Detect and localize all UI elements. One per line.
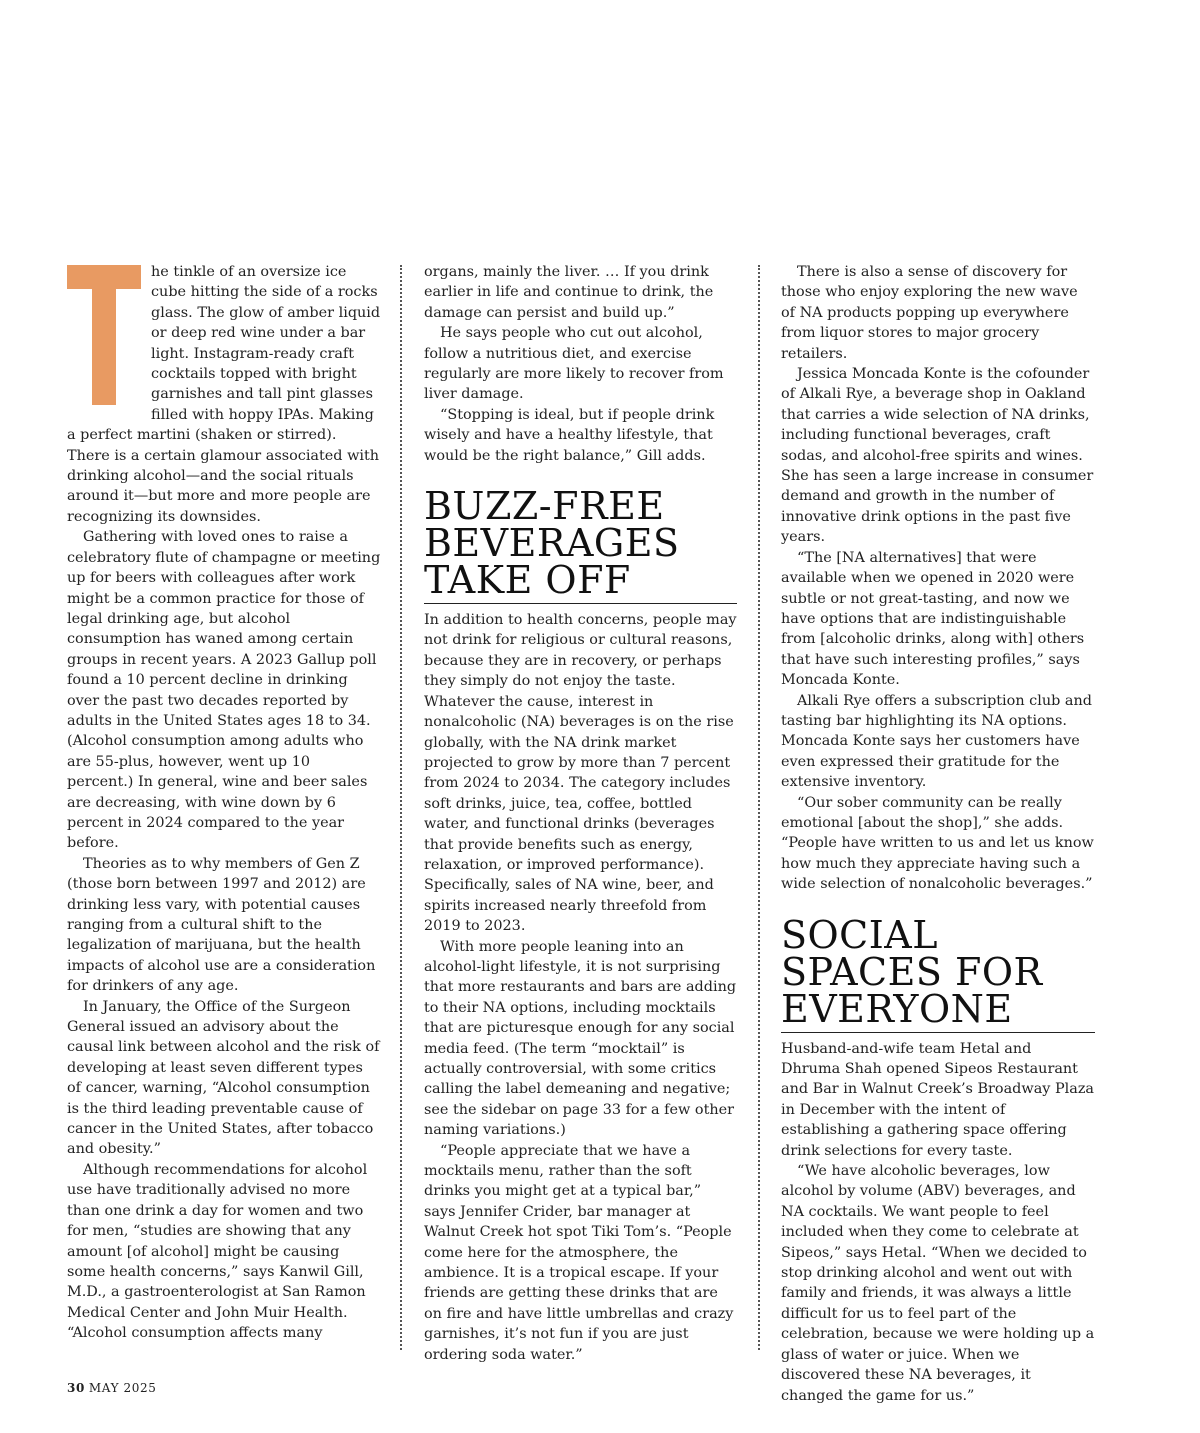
page-folio <box>67 1381 156 1395</box>
paragraph: “We have alcoholic beverages, low alcohol by volume (ABV) beverages, and NA cocktails. We want people to feel included when they come to celebrate at Sipeos,” says Hetal. “When we decided to stop drinking alcohol and went out with family and friends, it was always a little difficult for us to feel part of the celebration, because we were holding up a glass of water or juice. When we discovered these NA beverages, it changed the game for us.” <box>781 1163 1095 1404</box>
paragraph: Jessica Moncada Konte is the cofounder of Alkali Rye, a beverage shop in Oakland that carries a wide selection of NA drinks, including functional beverages, craft sodas, and alcohol-free spirits and wines. She has seen a large increase in consumer demand and growth in the number of innovative drink options in the past five years. <box>781 366 1094 546</box>
paragraph: With more people leaning into an alcohol-light lifestyle, it is not surprising that more restaurants and bars are adding to their NA options, including mocktails that are picturesque enough for any social media feed. (The term “mocktail” is actually controversial, with some critics calling the label demeaning and negative; see the sidebar on page 33 for a few other naming variations.) <box>424 938 737 1139</box>
paragraph: Alkali Rye offers a subscription club and tasting bar highlighting its NA options. Moncada Konte says her customers have even expressed their gratitude for the extensive inventory. <box>781 692 1092 791</box>
paragraph: “Our sober community can be really emotional [about the shop],” she adds. “People have written to us and let us know how much they appreciate having such a wide selection of nonalcoholic beverages.” <box>781 794 1094 893</box>
paragraph: “The [NA alternatives] that were available when we opened in 2020 were subtle or not great-tasting, and now we have options that are indistinguishable from [alcoholic drinks, along with] others that have such interesting profiles,” says Moncada Konte. <box>781 549 1085 689</box>
article-column-2 <box>424 262 737 1365</box>
paragraph: “Stopping is ideal, but if people drink wisely and have a healthy lifestyle, that would be the right balance,” Gill adds. <box>424 406 715 464</box>
drop-cap <box>67 265 141 405</box>
paragraph: “People appreciate that we have a mocktails menu, rather than the soft drinks you might get at a typical bar,” says Jennifer Crider, bar manager at Walnut Creek hot spot Tiki Tom’s. “People come here for the atmosphere, the ambience. It is a tropical escape. If your friends are getting these drinks that are on fire and have little umbrellas and crazy garnishes, it’s not fun if you are just ordering soda water.” <box>424 1142 734 1363</box>
paragraph: In addition to health concerns, people may not drink for religious or cultural reasons, because they are in recovery, or perhaps they simply do not enjoy the taste. Whatever the cause, interest in nonalcoholic (NA) beverages is on the rise globally, with the NA drink market projected to grow by more than 7 percent from 2024 to 2034. The category includes soft drinks, juice, tea, coffee, bottled water, and functional drinks (beverages that provide benefits such as energy, relaxation, or improved performance). Specifically, sales of NA wine, beer, and spirits increased nearly threefold from 2019 to 2023. <box>424 612 737 935</box>
paragraph: he tinkle of an oversize ice cube hitting the side of a rocks glass. The glow of amber liquid or deep red wine under a bar light. Instagram-ready craft cocktails topped with bright garnishes and tall pint glasses filled with hoppy IPAs. Making a perfect martini (shaken or stirred). There is a certain glamour associated with drinking alcohol—and the social rituals around it—but more and more people are recognizing its downsides. <box>67 264 381 525</box>
paragraph: Gathering with loved ones to raise a celebratory flute of champagne or meeting up for beers with colleagues after work might be a common practice for those of legal drinking age, but alcohol consumption has waned among certain groups in recent years. A 2023 Gallup poll found a 10 percent decline in drinking over the past two decades reported by adults in the United States ages 18 to 34. (Alcohol consumption among adults who are 55-plus, however, went up 10 percent.) In general, wine and beer sales are decreasing, with wine down by 6 percent in 2024 compared to the year before. <box>67 529 381 852</box>
paragraph: In January, the Office of the Surgeon General issued an advisory about the causal link between alcohol and the risk of developing at least seven different types of cancer, warning, “Alcohol consumption is the third leading preventable cause of cancer in the United States, after tobacco and obesity.” <box>67 998 380 1158</box>
paragraph: organs, mainly the liver. … If you drink earlier in life and continue to drink, the damage can persist and build up.” <box>424 264 714 321</box>
article-column-1 <box>67 262 381 1344</box>
article-column-3 <box>781 262 1095 1406</box>
paragraph: He says people who cut out alcohol, follow a nutritious diet, and exercise regularly are more likely to recover from liver damage. <box>424 325 724 403</box>
column-divider-2 <box>758 265 760 1350</box>
paragraph: Although recommendations for alcohol use have traditionally advised no more than one drink a day for women and two for men, “studies are showing that any amount [of alcohol] might be causing some health concerns,” says Kanwil Gill, M.D., a gastroenterologist at San Ramon Medical Center and John Muir Health. “Alcohol consumption affects many <box>67 1161 368 1342</box>
section-heading: BUZZ-FREE BEVERAGES TAKE OFF <box>424 488 737 604</box>
paragraph: Theories as to why members of Gen Z (those born between 1997 and 2012) are drinking less vary, with potential causes ranging from a cultural shift to the legalization of marijuana, but the health impacts of alcohol use are a consideration for drinkers of any age. <box>67 855 376 995</box>
paragraph: There is also a sense of discovery for those who enjoy exploring the new wave of NA products popping up everywhere from liquor stores to major grocery retailers. <box>781 264 1078 362</box>
page-number: 30 <box>67 1381 85 1395</box>
column-divider-1 <box>400 265 402 1350</box>
issue-date: MAY 2025 <box>88 1381 157 1395</box>
paragraph: Husband-and-wife team Hetal and Dhruma Shah opened Sipeos Restaurant and Bar in Walnut Creek’s Broadway Plaza in December with the intent of establishing a gathering space offering drink selections for every taste. <box>781 1040 1095 1159</box>
section-heading: SOCIAL SPACES FOR EVERYONE <box>781 917 1095 1033</box>
